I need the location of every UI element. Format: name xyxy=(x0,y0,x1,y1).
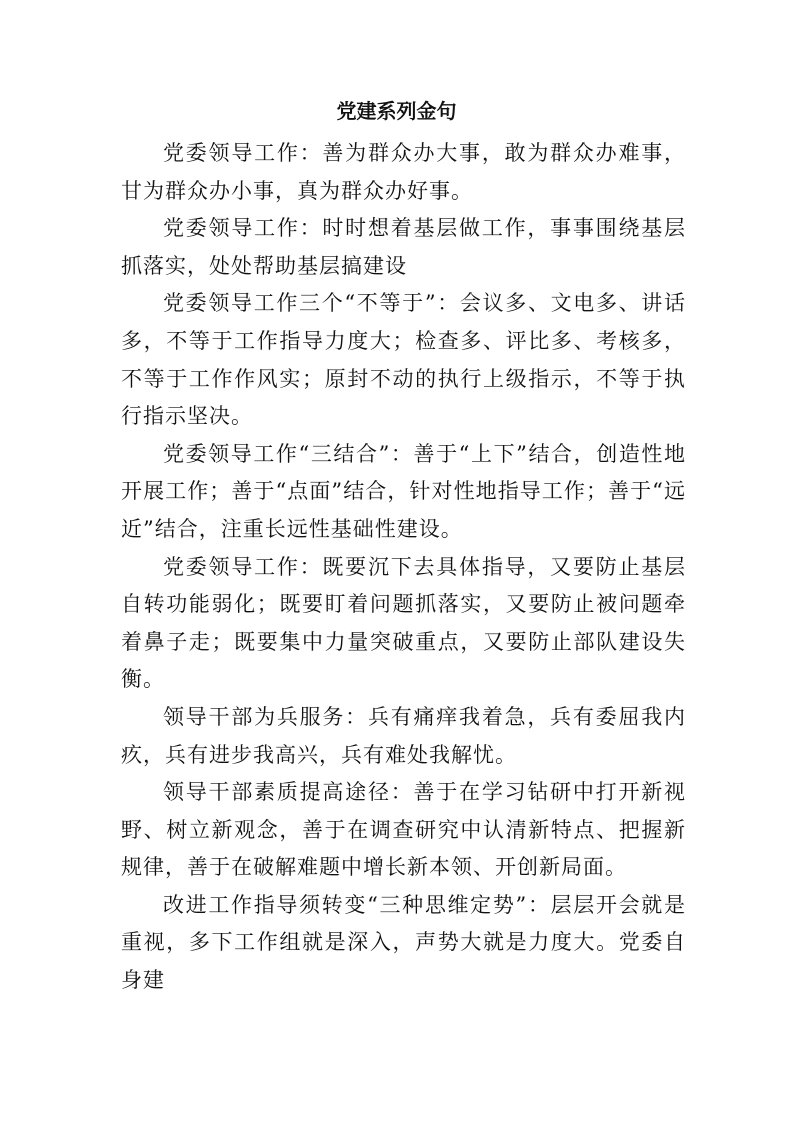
paragraph: 党委领导工作：既要沉下去具体指导，又要防止基层自转功能弱化；既要盯着问题抓落实，又要防止被问题牵着鼻子走；既要集中力量突破重点，又要防止部队建设失衡。 xyxy=(121,554,686,692)
paragraph: 领导干部素质提高途径：善于在学习钻研中打开新视野、树立新观念，善于在调查研究中认清新特点、把握新规律，善于在破解难题中增长新本领、开创新局面。 xyxy=(121,780,686,880)
paragraph: 党委领导工作“三结合”：善于“上下”结合，创造性地开展工作；善于“点面”结合，针对性地指导工作；善于“远近”结合，注重长远性基础性建设。 xyxy=(121,441,686,541)
paragraph: 领导干部为兵服务：兵有痛痒我着急，兵有委屈我内疚，兵有进步我高兴，兵有难处我解忧。 xyxy=(121,704,686,767)
paragraph: 党委领导工作三个“不等于”：会议多、文电多、讲话多，不等于工作指导力度大；检查多、评比多、考核多，不等于工作作风实；原封不动的执行上级指示，不等于执行指示坚决。 xyxy=(121,291,686,429)
paragraph: 党委领导工作：善为群众办大事，敢为群众办难事，甘为群众办小事，真为群众办好事。 xyxy=(121,141,686,203)
document-title: 党建系列金句 xyxy=(336,99,457,123)
paragraph: 改进工作指导须转变“三种思维定势”：层层开会就是重视，多下工作组就是深入，声势大就是力度大。党委自身建 xyxy=(121,892,686,993)
document-body xyxy=(121,135,686,1000)
paragraph: 党委领导工作：时时想着基层做工作，事事围绕基层抓落实，处处帮助基层搞建设 xyxy=(121,216,686,278)
